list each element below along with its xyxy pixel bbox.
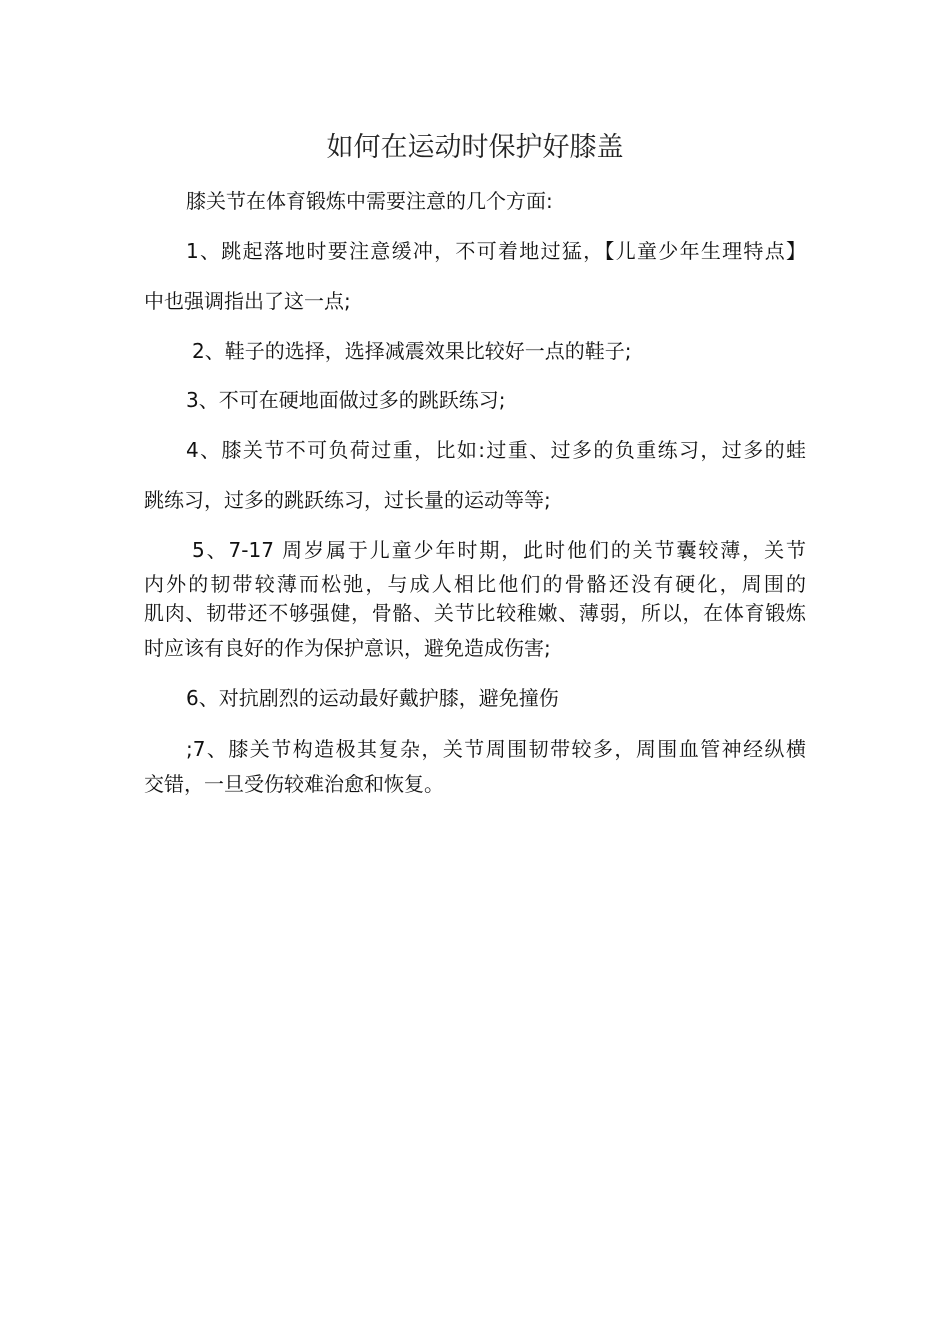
document-title: 如何在运动时保护好膝盖 — [326, 132, 624, 163]
intro-paragraph: 膝关节在体育锻炼中需要注意的几个方面: — [186, 189, 553, 213]
point-3-paragraph: 3、不可在硬地面做过多的跳跃练习; — [186, 388, 506, 412]
point-5-line-1: 5、7-17 周岁属于儿童少年时期，此时他们的关节囊较薄，关节 — [192, 538, 806, 562]
point-5-line-3: 肌肉、韧带还不够强健，骨骼、关节比较稚嫩、薄弱，所以，在体育锻炼 — [144, 601, 806, 625]
point-1-line-1: 1、跳起落地时要注意缓冲，不可着地过猛，【儿童少年生理特点】 — [186, 239, 806, 263]
point-7-line-1: ;7、膝关节构造极其复杂，关节周围韧带较多，周围血管神经纵横 — [186, 737, 806, 761]
point-7-line-2: 交错，一旦受伤较难治愈和恢复。 — [144, 772, 444, 796]
point-2-paragraph: 2、鞋子的选择，选择减震效果比较好一点的鞋子; — [192, 339, 632, 363]
point-4-line-2: 跳练习，过多的跳跃练习，过长量的运动等等; — [144, 488, 551, 512]
point-1-line-2: 中也强调指出了这一点; — [144, 289, 351, 313]
point-5-line-2: 内外的韧带较薄而松弛，与成人相比他们的骨骼还没有硬化，周围的 — [144, 572, 806, 596]
point-5-line-4: 时应该有良好的作为保护意识，避免造成伤害; — [144, 636, 551, 660]
point-4-line-1: 4、膝关节不可负荷过重，比如:过重、过多的负重练习，过多的蛙 — [186, 438, 806, 462]
point-6-paragraph: 6、对抗剧烈的运动最好戴护膝，避免撞伤 — [186, 686, 559, 710]
